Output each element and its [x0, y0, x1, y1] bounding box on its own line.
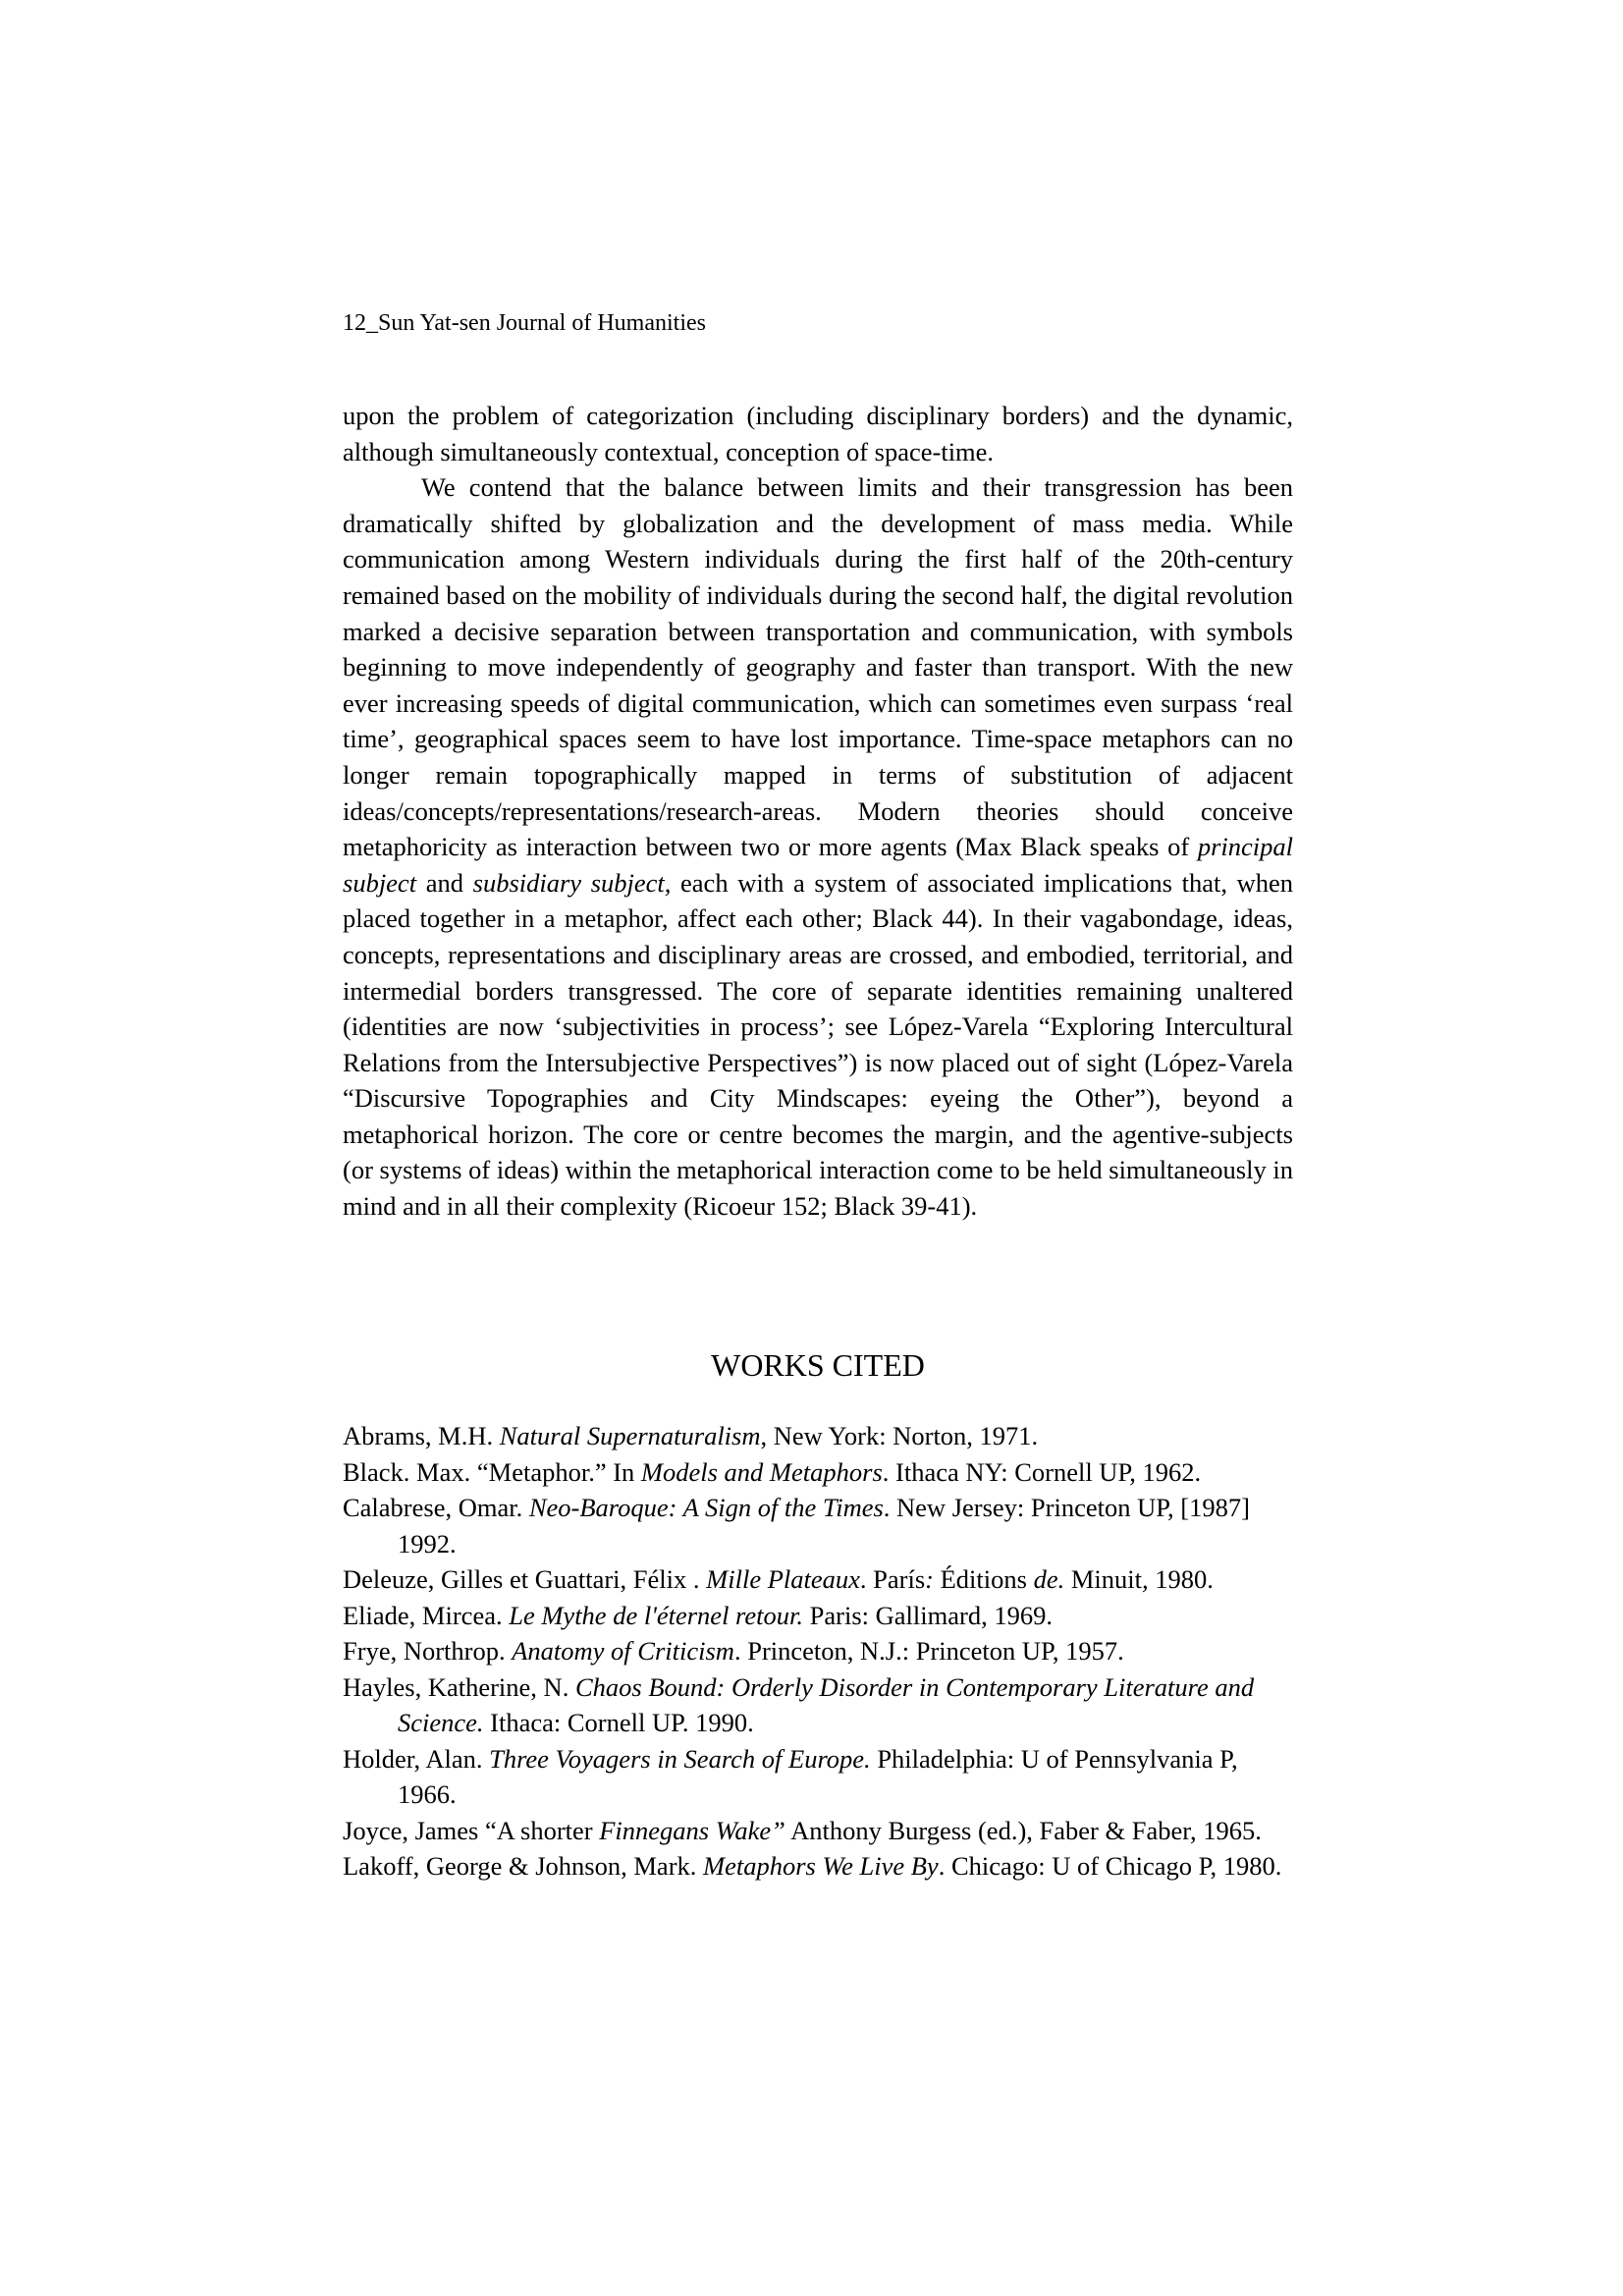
citation-text: Black. Max. “Metaphor.” In: [343, 1456, 641, 1487]
citation-text: 1980.: [1148, 1564, 1214, 1594]
citation-text: Hayles, Katherine, N.: [343, 1671, 575, 1702]
citation-text: Ithaca: Cornell UP. 1990.: [483, 1708, 754, 1737]
citation-entry: [343, 1633, 1293, 1669]
citation-title: Models and Metaphors: [640, 1456, 883, 1487]
paragraph-2-text-b: and: [416, 867, 473, 898]
citation-entry: [343, 1848, 1293, 1885]
citation-entry: [343, 1490, 1293, 1561]
citation-entry: [343, 1598, 1293, 1634]
citation-entry: [343, 1669, 1293, 1741]
citation-text: . París: [859, 1564, 926, 1594]
citation-entry: [343, 1741, 1293, 1813]
works-cited-list: [343, 1418, 1293, 1885]
citation-title: Neo-Baroque: A Sign of the Times: [528, 1493, 884, 1522]
citation-text: Éditions: [933, 1564, 1034, 1594]
paragraph-2-text-c: each with a system of associated implications that, when placed together in a metaphor, affect each other; Black 44). In their vagabondage, ideas, concepts, representations and disciplinary areas are crossed, and embodied, territorial, and intermedial borders transgressed. The core of separate identities remaining unaltered (identities are now ‘subjectivities in process’; see López-Varela “Exploring Intercultural Relations from the Intersubjective Perspectives”) is now placed out of sight (López-Varela “Discursive Topographies and City Mindscapes: eyeing the Other”), beyond a metaphorical horizon. The core or centre becomes the margin, and the agentive-subjects (or systems of ideas) within the metaphorical interaction come to be held simultaneously in mind and in all their complexity (Ricoeur 152; Black 39-41).: [343, 867, 1293, 1222]
citation-title: Three Voyagers in Search of Europe.: [489, 1743, 871, 1774]
running-head: 12_Sun Yat-sen Journal of Humanities: [343, 310, 706, 336]
paragraph-2-text-a: We contend that the balance between limits and their transgression has been dramatically shifted by globalization and the development of mass media. While communication among Western individuals during the first half of the 20th-century remained based on the mobility of individuals during the second half, the digital revolution marked a decisive separation between transportation and communication, with symbols beginning to move independently of geography and faster than transport. With the new ever increasing speeds of digital communication, which can sometimes even surpass ‘real time’, geographical spaces seem to have lost importance. Time-space metaphors can no longer remain topographically mapped in terms of substitution of adjacent ideas/concepts/representations/research-areas. Modern theories should conceive metaphoricity as interaction between two or more agents (Max Black speaks of: [343, 472, 1293, 862]
works-cited-title: WORKS CITED: [711, 1347, 925, 1383]
citation-text: , New York: Norton, 1971.: [760, 1421, 1039, 1450]
citation-text: . New Jersey: Princeton UP, [1987] 1992.: [398, 1493, 1250, 1558]
citation-title: Anatomy of Criticism: [512, 1636, 734, 1666]
citation-text: Paris: Gallimard, 1969.: [803, 1600, 1053, 1630]
citation-text: . Princeton, N.J.: Princeton UP, 1957.: [733, 1636, 1124, 1666]
citation-entry: [343, 1561, 1293, 1598]
citation-text: . Ithaca NY: Cornell UP, 1962.: [882, 1456, 1202, 1487]
citation-text: Abrams, M.H.: [343, 1421, 500, 1450]
citation-text: Eliade, Mircea.: [343, 1600, 510, 1630]
citation-text: . Chicago: U of Chicago P, 1980.: [938, 1851, 1282, 1881]
paragraph-1: upon the problem of categorization (including disciplinary borders) and the dynamic, although simultaneously contextual, conception of space-time.: [343, 401, 1293, 466]
subsidiary-subject-term: subsidiary subject,: [472, 867, 672, 898]
citation-title: Le Mythe de l'éternel retour.: [509, 1600, 804, 1630]
citation-title: Metaphors We Live By: [703, 1851, 939, 1881]
citation-text: Joyce, James “A shorter: [343, 1815, 600, 1845]
citation-italic-mark: :: [925, 1564, 934, 1594]
citation-title: Natural Supernaturalism: [499, 1421, 761, 1450]
citation-entry: [343, 1813, 1293, 1849]
citation-text: Lakoff, George & Johnson, Mark.: [343, 1851, 704, 1881]
citation-italic-mark: de.: [1033, 1564, 1065, 1594]
body-text: [343, 398, 1293, 1225]
citation-text: Holder, Alan.: [343, 1743, 490, 1774]
citation-text: Minuit: [1064, 1564, 1142, 1594]
citation-text: Calabrese, Omar.: [343, 1493, 529, 1522]
citation-entry: [343, 1418, 1293, 1454]
citation-text: Deleuze, Gilles et Guattari, Félix .: [343, 1564, 707, 1594]
citation-title: Mille Plateaux: [706, 1564, 860, 1594]
citation-text: Philadelphia: U of Pennsylvania P, 1966.: [398, 1743, 1238, 1809]
citation-text: Frye, Northrop.: [343, 1636, 513, 1666]
citation-italic-mark: ,: [1142, 1564, 1149, 1594]
citation-title: Chaos Bound: Orderly Disorder in Contemporary Literature and Science.: [398, 1671, 1255, 1737]
citation-title: Finnegans Wake”: [599, 1815, 785, 1845]
citation-entry: [343, 1454, 1293, 1491]
principal-subject-term: principal subject: [343, 832, 1293, 898]
citation-text: Anthony Burgess (ed.), Faber & Faber, 1965.: [784, 1815, 1262, 1845]
paragraph-2: [343, 469, 1293, 1224]
